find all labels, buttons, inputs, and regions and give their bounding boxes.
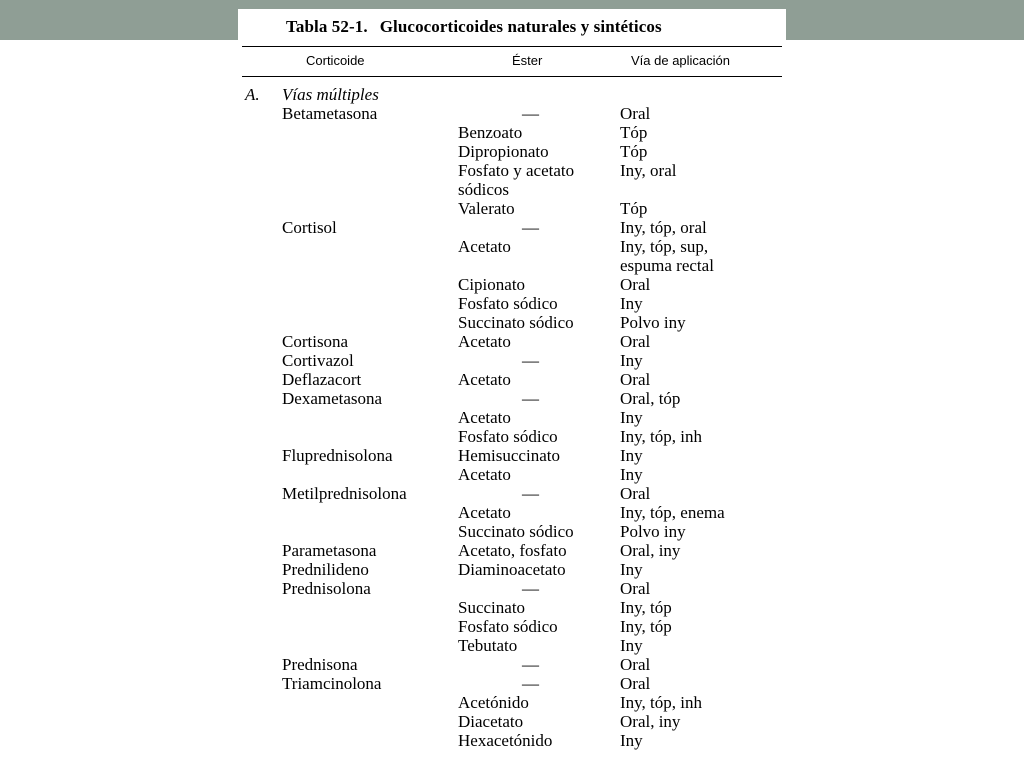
cell-via: Tóp xyxy=(620,123,648,142)
cell-ester: Fosfato sódico xyxy=(458,427,558,446)
cell-corticoide: Parametasona xyxy=(282,541,377,560)
table-row xyxy=(238,313,786,332)
cell-corticoide: Deflazacort xyxy=(282,370,362,389)
cell-via: Iny xyxy=(620,636,643,655)
cell-corticoide: Metilprednisolona xyxy=(282,484,407,503)
cell-ester: Hexacetónido xyxy=(458,731,553,750)
cell-ester: Tebutato xyxy=(458,636,518,655)
cell-via: Iny xyxy=(620,294,643,313)
cell-corticoide: Cortisol xyxy=(282,218,337,237)
cell-ester: Cipionato xyxy=(458,275,526,294)
cell-via: Oral, iny xyxy=(620,541,681,560)
table-title-text: Glucocorticoides naturales y sintéticos xyxy=(379,17,662,36)
cell-ester: — xyxy=(522,218,539,237)
cell-via: Oral xyxy=(620,104,651,123)
cell-ester: Fosfato sódico xyxy=(458,294,558,313)
cell-via: Oral xyxy=(620,655,651,674)
table-title xyxy=(286,17,662,37)
cell-corticoide: Betametasona xyxy=(282,104,378,123)
table-row xyxy=(238,655,786,674)
cell-via: Oral xyxy=(620,275,651,294)
cell-via: Polvo iny xyxy=(620,522,686,541)
table-row xyxy=(238,275,786,294)
table-row xyxy=(238,123,786,142)
cell-ester: Dipropionato xyxy=(458,142,549,161)
cell-via: Oral, iny xyxy=(620,712,681,731)
table-row xyxy=(238,522,786,541)
column-header-ester: Éster xyxy=(512,53,543,68)
cell-via: Oral, tóp xyxy=(620,389,681,408)
cell-ester: Succinato xyxy=(458,598,526,617)
cell-ester: — xyxy=(522,655,539,674)
cell-ester: Valerato xyxy=(458,199,515,218)
cell-ester: Diaminoacetato xyxy=(458,560,566,579)
table-row xyxy=(238,332,786,351)
cell-corticoide: Prednilideno xyxy=(282,560,369,579)
table-row xyxy=(238,674,786,693)
cell-ester: Acetato xyxy=(458,503,511,522)
section-letter: A. xyxy=(245,85,260,104)
table-row xyxy=(238,370,786,389)
cell-corticoide: Fluprednisolona xyxy=(282,446,393,465)
cell-via: Iny xyxy=(620,465,643,484)
cell-via: Iny, oral xyxy=(620,161,677,180)
cell-via: Iny, tóp, enema xyxy=(620,503,725,522)
cell-ester: Fosfato sódico xyxy=(458,617,558,636)
table-row xyxy=(238,408,786,427)
cell-via: Oral xyxy=(620,484,651,503)
cell-corticoide: Cortisona xyxy=(282,332,349,351)
top-rule xyxy=(242,46,782,47)
table-row xyxy=(238,731,786,750)
table-row xyxy=(238,389,786,408)
cell-ester: Acetato xyxy=(458,332,511,351)
cell-via: Iny xyxy=(620,446,643,465)
table-row xyxy=(238,294,786,313)
cell-via: Polvo iny xyxy=(620,313,686,332)
table-row xyxy=(238,541,786,560)
cell-corticoide: Dexametasona xyxy=(282,389,383,408)
cell-ester: Acetato xyxy=(458,465,511,484)
cell-ester: Acetato, fosfato xyxy=(458,541,567,560)
table-row xyxy=(238,446,786,465)
cell-ester: Hemisuccinato xyxy=(458,446,560,465)
table-row xyxy=(238,693,786,712)
cell-via: Iny, tóp xyxy=(620,617,672,636)
cell-ester: Diacetato xyxy=(458,712,524,731)
cell-via: Iny, tóp, oral xyxy=(620,218,707,237)
table-row xyxy=(238,598,786,617)
cell-via: Iny xyxy=(620,731,643,750)
cell-via: Oral xyxy=(620,370,651,389)
cell-ester: Acetato xyxy=(458,408,511,427)
cell-ester: Succinato sódico xyxy=(458,313,574,332)
table-row xyxy=(238,218,786,237)
cell-corticoide: Prednisona xyxy=(282,655,358,674)
cell-ester: — xyxy=(522,351,539,370)
table-row xyxy=(238,579,786,598)
cell-ester: — xyxy=(522,674,539,693)
cell-via: Tóp xyxy=(620,142,648,161)
cell-ester: — xyxy=(522,484,539,503)
cell-via: Iny, tóp, sup, espuma rectal xyxy=(620,237,714,275)
cell-via: Iny, tóp, inh xyxy=(620,427,703,446)
table-row xyxy=(238,237,786,275)
table-row xyxy=(238,636,786,655)
cell-ester: — xyxy=(522,104,539,123)
table-row xyxy=(238,351,786,370)
column-header-corticoide: Corticoide xyxy=(306,53,365,68)
table-row xyxy=(238,199,786,218)
table-row xyxy=(238,465,786,484)
table-row xyxy=(238,104,786,123)
section-label: Vías múltiples xyxy=(282,85,379,104)
cell-ester: — xyxy=(522,389,539,408)
cell-via: Oral xyxy=(620,332,651,351)
cell-via: Iny, tóp xyxy=(620,598,672,617)
cell-via: Iny xyxy=(620,408,643,427)
cell-ester: Acetato xyxy=(458,237,511,256)
cell-via: Iny xyxy=(620,351,643,370)
header-rule xyxy=(242,76,782,77)
cell-ester: Benzoato xyxy=(458,123,523,142)
cell-corticoide: Cortivazol xyxy=(282,351,354,370)
column-header-via: Vía de aplicación xyxy=(631,53,731,68)
cell-via: Oral xyxy=(620,579,651,598)
cell-via: Tóp xyxy=(620,199,648,218)
table-row xyxy=(238,161,786,199)
table-row xyxy=(238,712,786,731)
table-body xyxy=(238,104,786,750)
scanned-table-page xyxy=(238,9,786,768)
table-row xyxy=(238,484,786,503)
table-row xyxy=(238,142,786,161)
cell-ester: Fosfato y acetato sódicos xyxy=(458,161,575,199)
table-row xyxy=(238,617,786,636)
cell-corticoide: Prednisolona xyxy=(282,579,371,598)
cell-ester: Succinato sódico xyxy=(458,522,574,541)
cell-ester: Acetónido xyxy=(458,693,529,712)
table-row xyxy=(238,560,786,579)
table-row xyxy=(238,427,786,446)
cell-via: Oral xyxy=(620,674,651,693)
cell-ester: — xyxy=(522,579,539,598)
cell-via: Iny xyxy=(620,560,643,579)
cell-ester: Acetato xyxy=(458,370,511,389)
table-row xyxy=(238,503,786,522)
table-number: Tabla 52-1. xyxy=(286,17,368,36)
cell-corticoide: Triamcinolona xyxy=(282,674,382,693)
cell-via: Iny, tóp, inh xyxy=(620,693,703,712)
